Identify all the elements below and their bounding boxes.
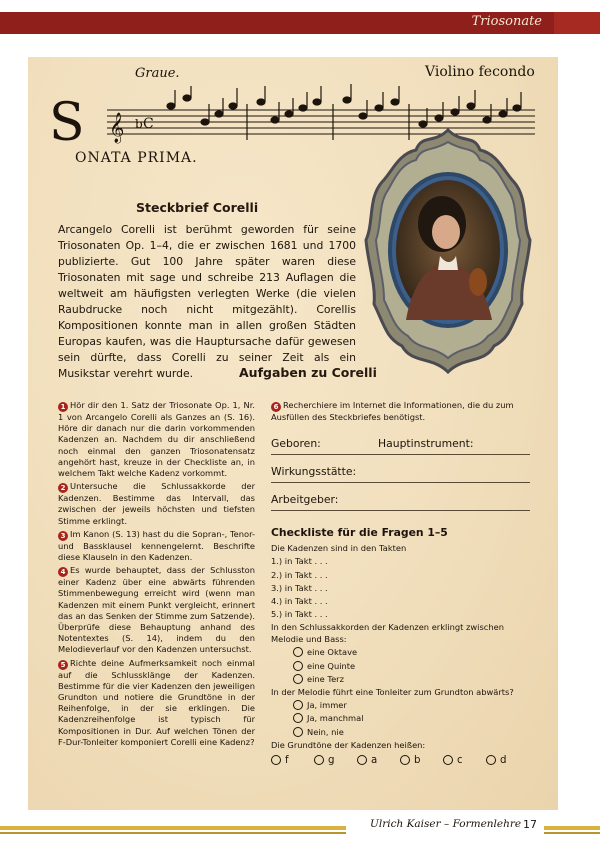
checklist-heading: Checkliste für die Fragen 1–5 — [271, 526, 448, 539]
svg-text:𝄞: 𝄞 — [109, 113, 125, 143]
option-g[interactable] — [314, 754, 357, 767]
radio-circle-icon[interactable] — [293, 647, 303, 657]
question-tonleiter: In der Melodie führt eine Tonleiter zum Grundton abwärts? — [271, 687, 514, 698]
radio-circle-icon[interactable] — [293, 700, 303, 710]
arbeitgeber-label: Arbeitgeber: — [271, 493, 339, 506]
question-grundtoene: Die Grundtöne der Kadenzen heißen: — [271, 739, 426, 750]
wirkungsstaette-label: Wirkungsstätte: — [271, 465, 357, 478]
option-label: d — [500, 755, 507, 767]
task-number-badge: 2 — [58, 483, 68, 493]
option-c[interactable] — [443, 754, 486, 767]
option-ja-manchmal[interactable] — [271, 712, 531, 725]
option-ja-immer[interactable] — [271, 699, 531, 712]
option-label: b — [414, 755, 421, 767]
radio-circle-icon[interactable] — [314, 755, 324, 765]
option-terz[interactable] — [271, 673, 531, 686]
corelli-portrait — [362, 124, 534, 378]
ornate-frame-graphic — [362, 124, 534, 378]
footer-rule-left — [0, 826, 346, 830]
task-text: Richte deine Aufmerksamkeit noch einmal auf die Schlussklänge der Kadenzen. Bestimme für die vier Kadenzen den jeweiligen Grundton und notiere die Grundtöne in der Reihenfolge, in der sie erklingen. Die Kadenzreihenfolge ist typisch für Kompositionen in Dur. Auf welchen Tönen der F-Dur-Tonleiter komponiert Corelli eine Kadenz? — [58, 657, 255, 747]
takt-line[interactable]: 4.) in Takt . . . — [271, 596, 328, 607]
task-6 — [271, 400, 531, 423]
option-label: f — [285, 755, 289, 767]
option-label: c — [457, 755, 463, 767]
option-d[interactable] — [486, 754, 529, 767]
score-voice-label: Violino fecondo — [425, 64, 535, 80]
wirkungsstaette-field[interactable] — [271, 463, 530, 483]
option-label: eine Oktave — [307, 647, 358, 658]
takt-line[interactable]: 1.) in Takt . . . — [271, 556, 328, 567]
task-number-badge: 3 — [58, 531, 68, 541]
radio-circle-icon[interactable] — [293, 727, 303, 737]
svg-text:b: b — [135, 117, 143, 131]
task-number-badge: 4 — [58, 567, 68, 577]
geboren-field[interactable] — [271, 435, 530, 455]
task-list — [58, 400, 255, 750]
task-text: Es wurde behauptet, dass der Schlusston einer Kadenz über eine abwärts führenden Stimmenbewegung erreicht wird (wenn man Kadenzen mit einem Punkt vergleicht, erinnert das an das Senken der Stimme zum Satzende). Überprüfe diese Behauptung anhand des Notentextes (S. 14), indem du den Melodieverlauf vor den Kadenzen untersuchst. — [58, 565, 255, 655]
arbeitgeber-field[interactable] — [271, 491, 530, 511]
task-number-badge: 1 — [58, 402, 68, 412]
question-intervall: In den Schlussakkorden der Kadenzen erklingt zwischen Melodie und Bass: — [271, 622, 504, 644]
option-label: Ja, immer — [307, 700, 347, 711]
option-oktave[interactable] — [271, 646, 531, 659]
radio-circle-icon[interactable] — [443, 755, 453, 765]
task-text: Hör dir den 1. Satz der Triosonate Op. 1, Nr. 1 von Arcangelo Corelli als Ganzes an (S. 16). Höre dir danach nur die darin vorkommenden Kadenzen an. Nachdem du dir anschließend noch einmal den ganzen Triosonatensatz angehört hast, kreuze in der Checkliste an, in welchem Takt welche Kadenz vorkommt. — [58, 400, 255, 479]
radio-circle-icon[interactable] — [400, 755, 410, 765]
section-title: Triosonate — [471, 14, 542, 29]
radio-circle-icon[interactable] — [293, 713, 303, 723]
hauptinstrument-label: Hauptinstrument: — [378, 437, 474, 450]
svg-text:S: S — [49, 93, 85, 153]
takt-line[interactable]: 3.) in Takt . . . — [271, 582, 328, 593]
task-item — [58, 481, 255, 527]
footer-rule-right — [544, 826, 600, 830]
footer-rule-left-thin — [0, 832, 346, 834]
radio-circle-icon[interactable] — [357, 755, 367, 765]
radio-circle-icon[interactable] — [293, 674, 303, 684]
header-corner-block — [554, 12, 600, 34]
takt-line[interactable]: 2.) in Takt . . . — [271, 569, 328, 580]
option-quinte[interactable] — [271, 660, 531, 673]
task-text: Recherchiere im Internet die Informationen, die du zum Ausfüllen des Steckbriefes benötigst. — [271, 400, 514, 422]
option-a[interactable] — [357, 754, 400, 767]
task-item — [58, 400, 255, 479]
task-item — [58, 529, 255, 563]
option-label: Ja, manchmal — [307, 713, 364, 724]
grundton-options — [271, 754, 531, 767]
footer-author: Ulrich Kaiser – Formenlehre — [370, 818, 522, 830]
task-text: Untersuche die Schlussakkorde der Kadenzen. Bestimme das Intervall, das zwischen der jeweils höchsten und tiefsten Stimme erklingt. — [58, 481, 255, 526]
option-label: a — [371, 755, 378, 767]
score-tempo-marking: Graue. — [135, 66, 180, 81]
option-label: g — [328, 755, 335, 767]
steckbrief-text: Arcangelo Corelli ist berühmt geworden für seine Triosonaten Op. 1–4, die er zwischen 1681 und 1700 publizierte. Gut 100 Jahre später waren diese Triosonaten mit sage und schreibe 213 Auflagen die weltweit am häufigsten verlegten Werke (die vielen Raubdrucke noch nicht mitgezählt). Corellis Kompositionen konnte man in allen großen Städten Europas kaufen, was die Hauptursache dafür gewesen sein dürfte, dass Corelli zu seiner Zeit als ein Musikstar verehrt wurde. — [58, 223, 356, 380]
takt-line[interactable]: 5.) in Takt . . . — [271, 609, 328, 620]
radio-circle-icon[interactable] — [486, 755, 496, 765]
task-item — [58, 658, 255, 748]
page-number: 17 — [523, 818, 537, 831]
option-label: eine Terz — [307, 673, 344, 684]
option-nein-nie[interactable] — [271, 726, 531, 739]
checklist — [271, 526, 531, 767]
score-sonata-title: ONATA PRIMA. — [75, 150, 198, 166]
geboren-label: Geboren: — [271, 437, 321, 450]
radio-circle-icon[interactable] — [293, 661, 303, 671]
section-header-bar — [0, 12, 600, 34]
task-number-badge: 6 — [271, 402, 281, 412]
steckbrief-heading: Steckbrief Corelli — [136, 200, 259, 215]
task-text: Im Kanon (S. 13) hast du die Sopran-, Tenor- und Bassklausel kennengelernt. Beschrifte diese Klauseln in den Kadenzen. — [58, 528, 255, 563]
task-number-badge: 5 — [58, 660, 68, 670]
tasks-heading: Aufgaben zu Corelli — [239, 365, 377, 380]
task-item — [58, 565, 255, 655]
option-label: eine Quinte — [307, 660, 356, 671]
radio-circle-icon[interactable] — [271, 755, 281, 765]
footer-rule-right-thin — [544, 832, 600, 834]
checklist-intro: Die Kadenzen sind in den Takten — [271, 543, 407, 554]
option-b[interactable] — [400, 754, 443, 767]
option-label: Nein, nie — [307, 726, 344, 737]
option-f[interactable] — [271, 754, 314, 767]
svg-text:C: C — [143, 116, 154, 132]
